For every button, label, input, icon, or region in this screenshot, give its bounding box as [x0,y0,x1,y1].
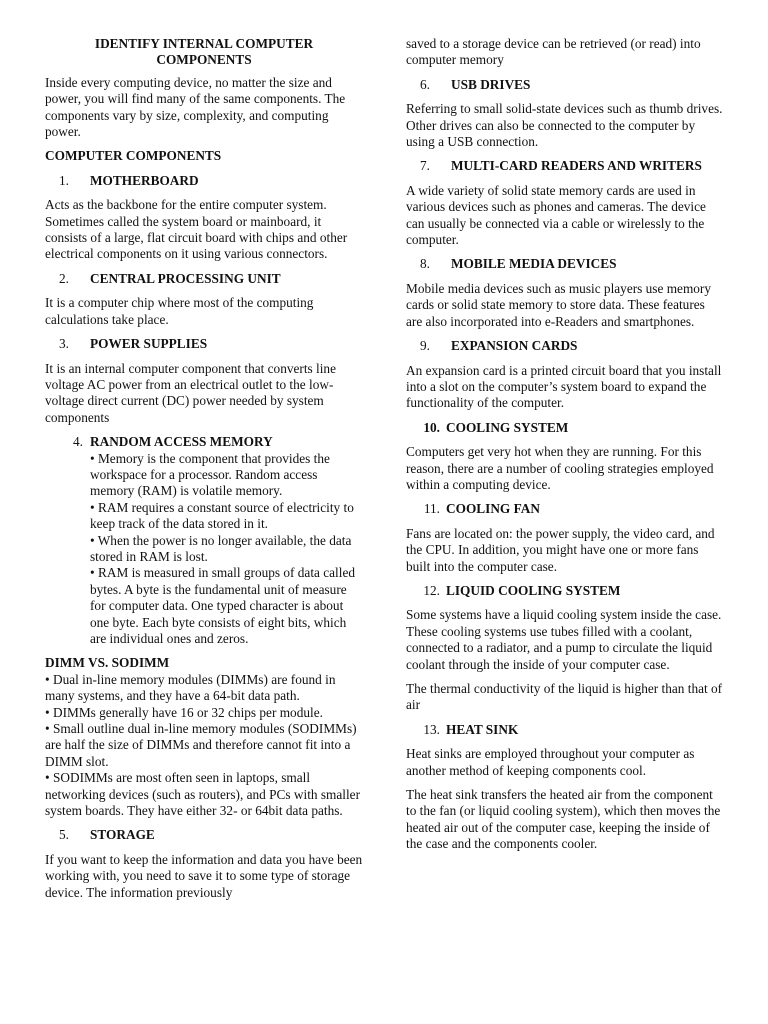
heading-label: COOLING FAN [446,501,540,517]
heading-label: USB DRIVES [451,76,531,92]
list-item: • When the power is no longer available, the data stored in RAM is lost. [90,532,352,564]
document-title: IDENTIFY INTERNAL COMPUTER COMPONENTS [94,36,314,68]
list-item: • DIMMs generally have 16 or 32 chips per module. [45,704,323,720]
heading-number: 3. [59,336,69,352]
heading-number: 13. [423,721,440,737]
heading-heat-sink [406,722,724,738]
heading-label: STORAGE [90,827,155,843]
heading-number: 7. [420,158,430,174]
heading-mobile-media-devices [406,256,724,272]
heading-number: 4. [73,434,83,450]
heading-number: 1. [59,172,69,188]
heading-label: POWER SUPPLIES [90,336,208,352]
heading-cpu [45,271,363,287]
heading-cooling-fan [406,501,724,517]
heading-storage [45,827,363,843]
paragraph-heat-sink-2: The heat sink transfers the heated air from the component to the fan (or liquid cooling system), which then moves the heated air out of the computer case, keeping the inside of the case and the components cooler. [406,787,721,852]
heading-label: MOTHERBOARD [90,172,199,188]
heading-label: MULTI-CARD READERS AND WRITERS [451,158,702,174]
list-item: • Small outline dual in-line memory modules (SODIMMs) are half the size of DIMMs and therefore cannot fit into a DIMM slot. [45,721,357,769]
list-item: • Memory is the component that provides the workspace for a processor. Random access memory (RAM) is volatile memory. [90,450,330,499]
heading-power-supplies [45,336,363,352]
list-item: • RAM is measured in small groups of data called bytes. A byte is the fundamental unit of measure for computer data. One typed character is about one byte. Each byte consists of eight bits, which are individual ones and zeros. [90,565,355,646]
heading-label: EXPANSION CARDS [451,338,578,354]
paragraph-cooling-fan: Fans are located on: the power supply, the video card, and the CPU. In addition, you might have one or more fans built into the computer case. [406,525,715,574]
heading-label: LIQUID COOLING SYSTEM [446,582,621,598]
list-item: • SODIMMs are most often seen in laptops, small networking devices (such as routers), and PCs with smaller system boards. They have either 32- or 64bit data paths. [45,770,360,819]
heading-number: 2. [59,270,69,286]
heading-label: CENTRAL PROCESSING UNIT [90,270,281,286]
paragraph-heat-sink-1: Heat sinks are employed throughout your computer as another method of keeping components cool. [406,746,695,778]
paragraph-mobile-media-devices: Mobile media devices such as music players use memory cards or solid state memory to store data. These features are also incorporated into e-Readers and smartphones. [406,280,712,329]
heading-number: 9. [420,338,430,354]
paragraph-cpu: It is a computer chip where most of the computing calculations take place. [45,295,314,327]
heading-number: 11. [423,501,440,517]
section-heading: COMPUTER COMPONENTS [45,148,222,164]
paragraph-cooling-system: Computers get very hot when they are running. For this reason, there are a number of cooling strategies employed within a computing device. [406,444,714,492]
heading-label: RANDOM ACCESS MEMORY [90,434,273,450]
ram-bullet-list [45,451,363,648]
right-column [406,36,724,861]
heading-ram [45,434,363,450]
heading-number: 12. [423,582,440,598]
dimm-bullet-list [45,672,363,820]
list-item: • Dual in-line memory modules (DIMMs) are found in many systems, and they have a 64-bit data path. [45,671,336,704]
heading-label: COOLING SYSTEM [446,419,569,435]
heading-cooling-system [406,420,724,436]
left-column [45,36,363,909]
heading-number: 6. [420,76,430,92]
heading-expansion-cards [406,338,724,354]
dimm-heading: DIMM VS. SODIMM [45,655,170,671]
paragraph-multi-card-readers: A wide variety of solid state memory cards are used in various devices such as phones and cameras. The device can usually be connected via a cable or wirelessly to the computer. [406,182,706,248]
paragraph-storage: If you want to keep the information and data you have been working with, you need to save it to some type of storage device. The information previously [45,851,363,900]
paragraph-expansion-cards: An expansion card is a printed circuit board that you install into a slot on the computer’s system board to expand the functionality of the computer. [406,362,722,411]
intro-paragraph: Inside every computing device, no matter the size and power, you will find many of the same components. The components vary by size, complexity, and computing power. [45,74,346,140]
paragraph-motherboard: Acts as the backbone for the entire computer system. Sometimes called the system board or mainboard, it consists of a large, flat circuit board with chips and other electrical components on it using various connectors. [45,197,348,262]
paragraph-power-supplies: It is an internal computer component that converts line voltage AC power from an electrical outlet to the low-voltage direct current (DC) power needed by system components [45,360,336,425]
heading-multi-card-readers [406,158,724,174]
heading-liquid-cooling-system [406,583,724,599]
heading-label: MOBILE MEDIA DEVICES [451,256,617,272]
paragraph-liquid-cooling-2: The thermal conductivity of the liquid is higher than that of air [406,681,723,713]
heading-label: HEAT SINK [446,721,519,737]
paragraph-usb-drives: Referring to small solid-state devices such as thumb drives. Other drives can also be connected to the computer by using a USB connection. [406,101,723,150]
heading-number: 8. [420,256,430,272]
heading-usb-drives [406,77,724,93]
heading-number: 10. [423,419,440,435]
heading-motherboard [45,173,363,189]
heading-number: 5. [59,827,69,843]
list-item: • RAM requires a constant source of electricity to keep track of the data stored in it. [90,499,354,532]
paragraph-storage-continued: saved to a storage device can be retrieved (or read) into computer memory [406,36,701,68]
paragraph-liquid-cooling-1: Some systems have a liquid cooling system inside the case. These cooling systems use tubes filled with a coolant, connected to a radiator, and a pump to circulate the liquid coolant through the inside of your computer case. [406,607,722,672]
